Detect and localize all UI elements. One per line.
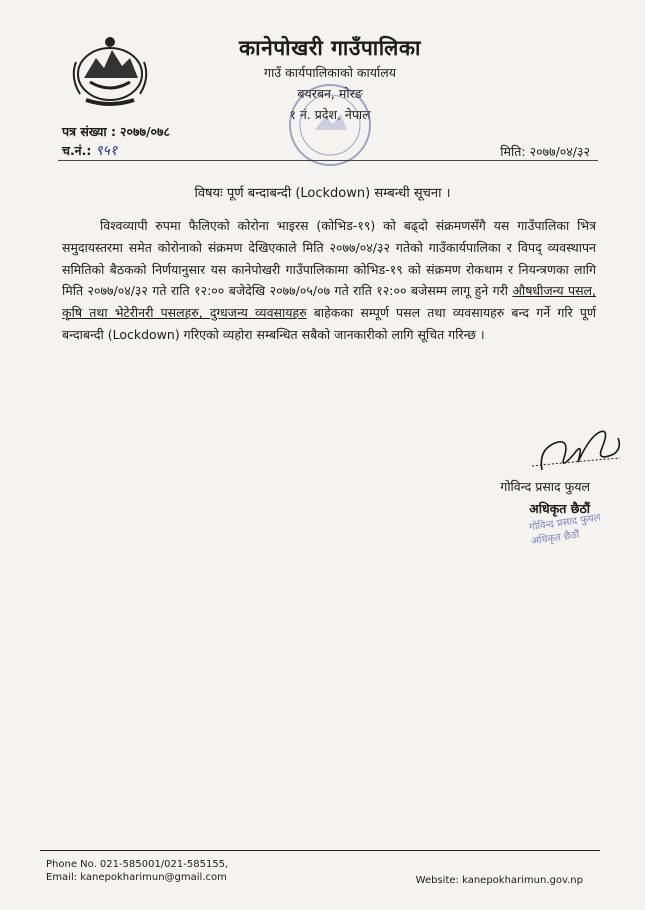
body-text-part2: बाहेकका सम्पूर्ण पसल तथा व्यवसायहरु बन्द गर्ने गरि पूर्ण बन्दाबन्दी (Lockdown) गरिएको व्यहोरा सम्बन्धित सबैको जानकारीको लागि सूचित गरिन्छ । (62, 305, 596, 342)
stamp-line-name: गोविन्द प्रसाद फुयल (528, 512, 602, 534)
dispatch-number-value: ९५१ (95, 143, 118, 159)
footer-website: Website: kanepokharimun.gov.np (415, 875, 583, 886)
body-underlined-exemptions: औषधीजन्य पसल, कृषि तथा भेटेरीनरी पसलहरु, दुग्धजन्य व्यवसायहरु (62, 283, 597, 321)
footer-email: Email: kanepokharimun@gmail.com (46, 872, 227, 883)
reference-number-value: २०७७/०७८ (119, 124, 171, 139)
notice-body (62, 215, 596, 346)
header-divider (58, 160, 598, 161)
dispatch-number-label: च.नं.: (62, 143, 92, 158)
footer-divider (40, 850, 600, 851)
office-address: बयरबन, मोरङ (297, 86, 363, 101)
signatory-title: अधिकृत छैठौं (529, 501, 590, 516)
body-text-part1: विश्वव्यापी रुपमा फैलिएको कोरोना भाइरस (कोभिड-१९) को बढ्दो संक्रमणसँगै यस गाउँपालिका भित्र समुदायस्तरमा समेत कोरोनाको संक्रमण देखिएकाले मिति २०७७/०४/३२ गतेको गाउँकार्यपालिका र विपद् व्यवस्थापन समितिको बैठकको निर्णयानुसार यस कानेपोखरी गाउँपालिकामा कोभिड-१९ को संक्रमण रोकथाम र नियन्त्रणका लागि मिति २०७७/०४/३२ गते राति १२:०० बजेदेखि २०७७/०५/०७ गते राति १२:०० बजेसम्म लागू हुने गरी (62, 218, 596, 299)
nepal-emblem-icon (66, 32, 154, 108)
official-seal-icon (285, 80, 375, 170)
reference-number-label: पत्र संख्या : (62, 124, 116, 139)
office-subtitle: गाउँ कार्यपालिकाको कार्यालय (264, 65, 396, 80)
office-province: १ नं. प्रदेश, नेपाल (289, 107, 371, 122)
date-label: मिति: (500, 144, 526, 159)
dispatch-number (62, 141, 117, 160)
footer-phone: Phone No. 021-585001/021-585155, (46, 859, 229, 870)
stamp-line-title: अधिकृत छैठौं (530, 529, 580, 548)
office-name: कानेपोखरी गाउँपालिका (239, 36, 421, 60)
handwritten-signature (530, 418, 625, 476)
letter-date (500, 143, 590, 160)
footer-contact (46, 858, 228, 884)
signatory-name: गोविन्द प्रसाद फुयल (500, 479, 590, 494)
date-value: २०७७/०४/३२ (529, 144, 590, 159)
notice-subject: विषयः पूर्ण बन्दाबन्दी (Lockdown) सम्बन्धी सूचना । (194, 186, 451, 201)
reference-number (62, 123, 170, 140)
